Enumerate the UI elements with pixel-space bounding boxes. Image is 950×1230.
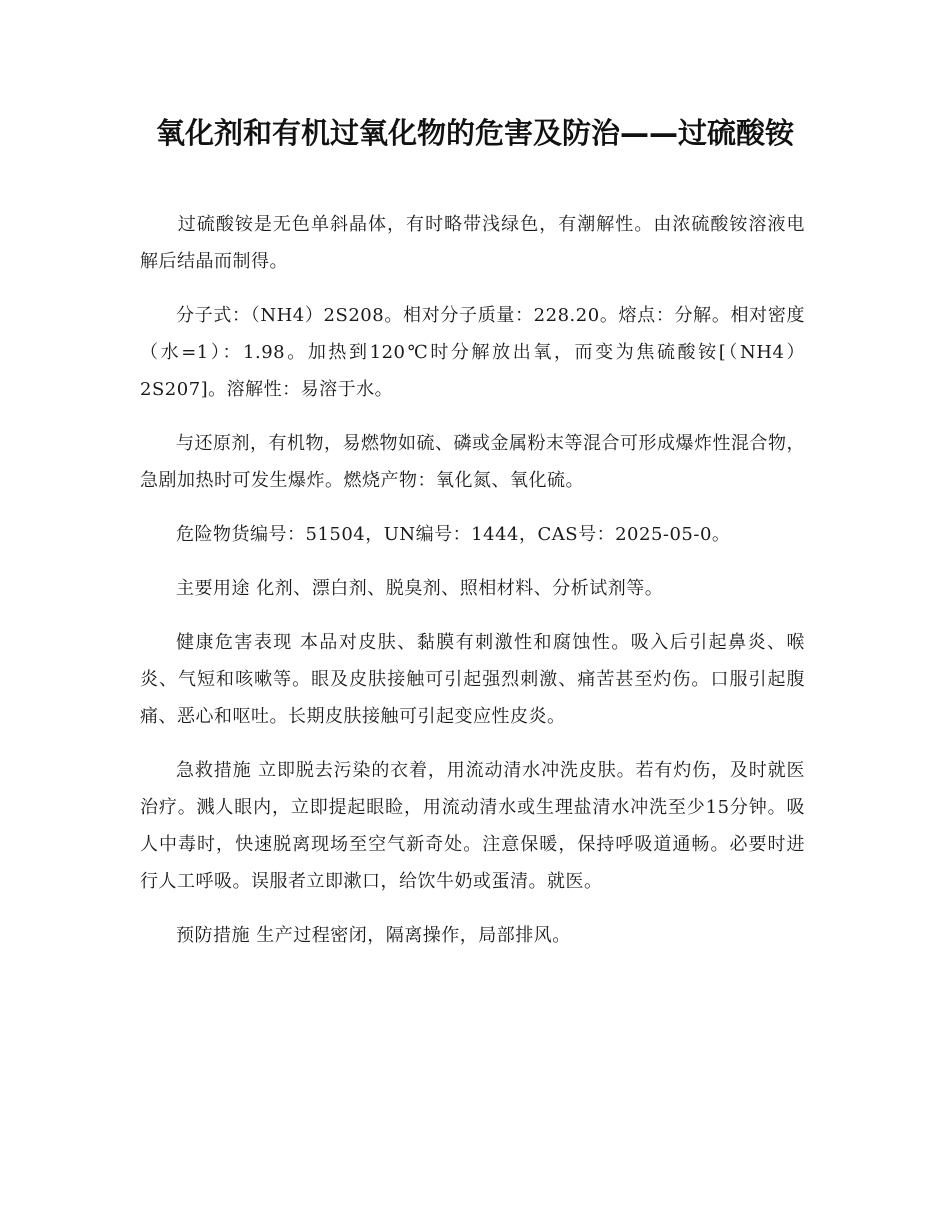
document-title: 氧化剂和有机过氧化物的危害及防治——过硫酸铵 bbox=[155, 116, 794, 150]
paragraph-prevention: 预防措施 生产过程密闭，隔离操作，局部排风。 bbox=[176, 925, 571, 946]
paragraph-first-aid: 急救措施 立即脱去污染的衣着，用流动清水冲洗皮肤。若有灼伤，及时就医治疗。溅人眼内，立即提起眼睑，用流动清水或生理盐清水冲洗至少15分钟。吸人中毒时，快速脱离现场至空气新奇处。注意保暖，保持呼吸道通畅。必要时进行人工呼吸。误服者立即漱口，给饮牛奶或蛋清。就医。 bbox=[140, 760, 805, 892]
paragraph-hazards: 与还原剂，有机物，易燃物如硫、磷或金属粉末等混合可形成爆炸性混合物，急剧加热时可发生爆炸。燃烧产物：氧化氮、氧化硫。 bbox=[140, 433, 805, 491]
paragraph-properties: 分子式：（NH4）2S208。相对分子质量：228.20。熔点：分解。相对密度（水=1）：1.98。加热到120℃时分解放出氧，而变为焦硫酸铵[（NH4）2S207]。溶解性：易溶于水。 bbox=[140, 305, 805, 400]
paragraph-uses: 主要用途 化剂、漂白剂、脱臭剂、照相材料、分析试剂等。 bbox=[176, 578, 664, 599]
paragraph-health-hazards: 健康危害表现 本品对皮肤、黏膜有刺激性和腐蚀性。吸入后引起鼻炎、喉炎、气短和咳嗽等。眼及皮肤接触可引起强烈刺激、痛苦甚至灼伤。口服引起腹痛、恶心和呕吐。长期皮肤接触可引起变应性皮炎。 bbox=[140, 632, 805, 727]
paragraph-identifiers: 危险物货编号：51504，UN编号：1444，CAS号：2025-05-0。 bbox=[176, 524, 731, 545]
document-body bbox=[140, 206, 805, 971]
paragraph-description: 过硫酸铵是无色单斜晶体，有时略带浅绿色，有潮解性。由浓硫酸铵溶液电解后结晶而制得。 bbox=[140, 214, 805, 272]
